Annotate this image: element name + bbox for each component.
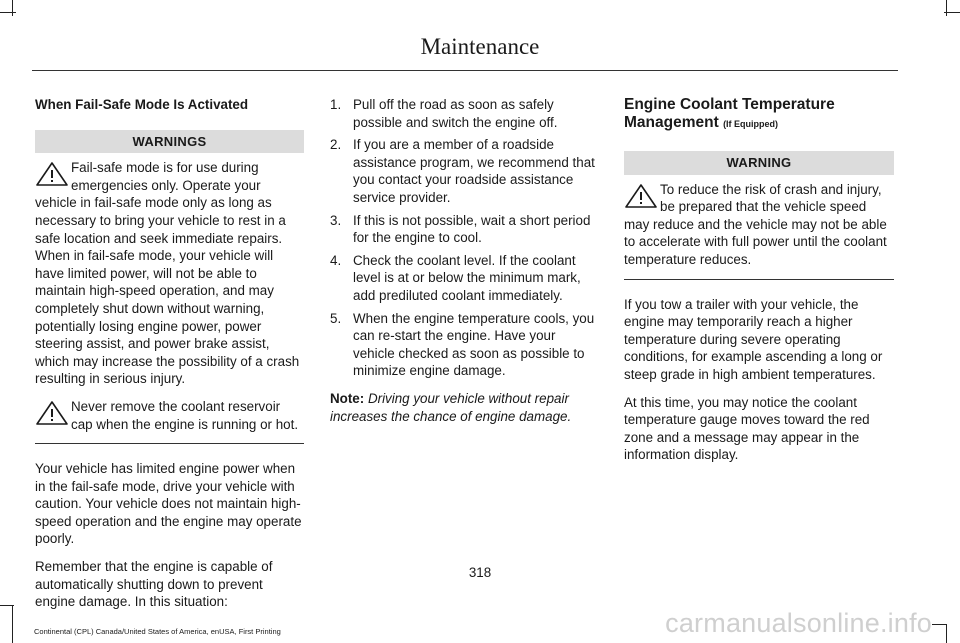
crop-mark	[946, 0, 947, 16]
step-number: 2.	[330, 137, 342, 153]
warning-triangle-icon	[35, 161, 71, 187]
step-text: Check the coolant level. If the coolant level is at or below the minimum mark, add prediluted coolant immediately.	[353, 252, 581, 303]
steps-list	[330, 96, 600, 380]
crop-mark	[932, 624, 946, 625]
note-label: Note:	[330, 390, 365, 406]
page-number: 318	[468, 565, 492, 580]
print-info: Continental (CPL) Canada/United States of America, enUSA, First Printing	[34, 627, 281, 636]
body-paragraph: Your vehicle has limited engine power when in the fail-safe mode, drive your vehicle with caution. Your vehicle does not maintain high-speed operation and the engine may operate poorly.	[35, 461, 302, 547]
page-title: Maintenance	[420, 34, 540, 59]
step-number: 1.	[330, 97, 342, 112]
step-text: When the engine temperature cools, you can re-start the engine. Have your vehicle checked as soon as possible to minimize engine damage.	[353, 310, 595, 379]
warning-item	[624, 181, 894, 269]
warning-label: WARNING	[624, 151, 894, 175]
crop-mark	[12, 0, 13, 16]
warnings-label: WARNINGS	[35, 130, 304, 154]
warning-item	[35, 398, 304, 433]
warnings-block	[35, 130, 304, 445]
warning-triangle-icon	[624, 183, 660, 209]
crop-mark	[0, 605, 14, 606]
note-text: Driving your vehicle without repair increases the chance of engine damage.	[330, 390, 572, 424]
step-number: 4.	[330, 252, 342, 268]
list-item	[330, 310, 600, 380]
note	[330, 390, 600, 425]
step-number: 5.	[330, 310, 342, 326]
body-paragraph: If you tow a trailer with your vehicle, the engine may temporarily reach a higher temperature during severe operating conditions, for example ascending a long or steep grade in high ambient temperatures.	[624, 296, 883, 382]
body-paragraph: At this time, you may notice the coolant temperature gauge moves toward the red zone and a message may appear in the information display.	[624, 394, 870, 463]
step-number: 3.	[330, 212, 342, 228]
crop-mark	[12, 605, 13, 643]
warning-block	[624, 151, 894, 280]
section-heading-coolant	[624, 96, 894, 133]
watermark: carmanualsonline.info	[665, 608, 932, 638]
warning-text: Never remove the coolant reservoir cap when the engine is running or hot.	[71, 398, 299, 432]
list-item	[330, 252, 600, 305]
step-text: If you are a member of a roadside assistance program, we recommend that you contact your roadside assistance service provider.	[353, 137, 595, 205]
middle-column	[330, 96, 600, 435]
warning-item	[35, 159, 304, 388]
warning-text: To reduce the risk of crash and injury, be prepared that the vehicle speed may reduce and the vehicle may not be able to accelerate with full power until the coolant temperature reduces.	[624, 181, 887, 267]
right-column	[624, 96, 894, 474]
list-item	[330, 212, 600, 247]
crop-mark	[0, 12, 16, 13]
warning-triangle-icon	[35, 400, 71, 426]
list-item	[330, 136, 600, 206]
left-column	[35, 96, 304, 621]
step-text: Pull off the road as soon as safely possible and switch the engine off.	[353, 97, 558, 130]
crop-mark	[946, 624, 947, 643]
header-divider	[32, 70, 898, 71]
section-heading-fail-safe: When Fail-Safe Mode Is Activated	[35, 97, 249, 112]
crop-mark	[944, 12, 960, 13]
list-item	[330, 96, 600, 131]
heading-main: Engine Coolant Temperature Management	[624, 96, 835, 131]
step-text: If this is not possible, wait a short period for the engine to cool.	[353, 212, 591, 246]
body-paragraph: Remember that the engine is capable of automatically shutting down to prevent engine damage. In this situation:	[35, 559, 273, 610]
warning-text: Fail-safe mode is for use during emergencies only. Operate your vehicle in fail-safe mode only as long as necessary to bring your vehicle to rest in a safe location and seek immediate repairs. When in fail-safe mode, your vehicle will have limited power, will not be able to maintain high-speed operation, and may completely shut down without warning, potentially losing engine power, power steering assist, and power brake assist, which may increase the possibility of a crash resulting in serious injury.	[35, 160, 300, 387]
heading-qualifier: (If Equipped)	[723, 119, 779, 129]
